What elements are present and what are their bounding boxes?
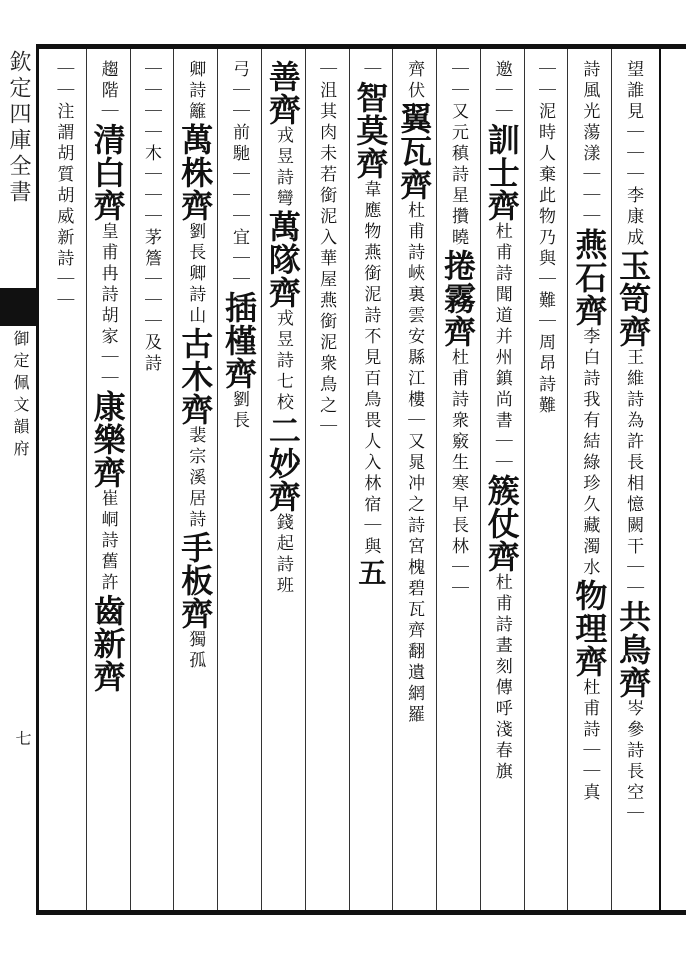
column-text <box>391 60 437 906</box>
annotation: ｜｜ <box>535 60 556 102</box>
column-text <box>51 60 76 906</box>
annotation: ｜｜｜ <box>623 123 644 186</box>
column-text <box>314 60 339 906</box>
annotation: 錢起詩班 <box>272 513 293 597</box>
annotation: 卿詩籬 <box>185 60 206 123</box>
annotation: 前馳｜｜｜ <box>229 123 250 228</box>
headword: 萬隊齊 <box>263 210 302 309</box>
annotation: 王維詩為許長相 <box>623 348 644 495</box>
annotation: ｜｜ <box>53 60 74 102</box>
annotation: 齊伏 <box>404 60 425 102</box>
annotation: 又元稹詩星攢曉 <box>447 102 468 249</box>
annotation: ｜｜｜ <box>579 165 600 228</box>
annotation: 沮其肉未若銜泥入華屋燕銜泥衆鳥之｜ <box>316 81 337 438</box>
annotation: 望誰見 <box>623 60 644 123</box>
annotation: 劉長 <box>229 390 250 432</box>
text-column <box>42 60 86 906</box>
headword: 康樂齊 <box>88 390 127 489</box>
headword: 清白齊 <box>88 123 127 222</box>
text-column <box>86 60 130 906</box>
headword: 古木齊 <box>176 327 215 426</box>
text-column <box>524 60 568 906</box>
annotation: 趨階｜ <box>97 60 118 123</box>
headword: 玉笥齊 <box>614 249 653 348</box>
right-border <box>659 44 661 915</box>
text-column <box>392 60 436 906</box>
annotation: 獨孤 <box>185 630 206 672</box>
annotation: 注謂胡質胡威 <box>53 102 74 228</box>
annotation: 木｜｜｜ <box>140 144 161 228</box>
annotation: 杜甫詩｜｜真 <box>579 678 600 804</box>
headword: 二妙齊 <box>263 414 302 513</box>
headword: 善齊 <box>263 60 302 126</box>
headword: 智莫齊 <box>351 81 390 180</box>
annotation: 邀｜｜ <box>491 60 512 123</box>
annotation: 李白詩我有結綠珍久藏濁水 <box>579 327 600 579</box>
annotation: 杜甫詩聞道并州 <box>491 222 512 369</box>
headword: 簇仗齊 <box>482 474 521 573</box>
annotation: 宜｜｜ <box>229 228 250 291</box>
column-rule <box>86 49 87 910</box>
text-column <box>217 60 261 906</box>
column-text <box>610 60 656 906</box>
headword: 翼瓦齊 <box>395 102 434 201</box>
headword: 萬株齊 <box>176 123 215 222</box>
text-column <box>130 60 174 906</box>
column-rule <box>567 49 568 910</box>
column-text <box>347 60 393 906</box>
headword: 物理齊 <box>570 579 609 678</box>
annotation: 戎昱詩彎 <box>272 126 293 210</box>
page-number: 七 <box>13 730 32 746</box>
annotation: 詩風光蕩漾 <box>579 60 600 165</box>
annotation: ｜｜ <box>447 60 468 102</box>
annotation: 戎昱詩七校 <box>272 309 293 414</box>
text-column <box>611 60 655 906</box>
annotation: 五 <box>354 558 388 586</box>
annotation: 皇甫冉詩胡家｜｜ <box>97 222 118 390</box>
annotation: ｜ <box>316 60 337 81</box>
annotation: 崔峒詩舊許 <box>97 489 118 594</box>
column-text <box>533 60 558 906</box>
headword: 捲霧齊 <box>438 249 477 348</box>
annotation: 及詩 <box>140 333 161 375</box>
annotation: ｜又晁冲之詩宮槐碧瓦齊 <box>404 411 425 642</box>
annotation: 茅簷｜｜｜ <box>140 228 161 333</box>
book-title: 欽定四庫全書 <box>6 50 31 206</box>
annotation: ｜ <box>360 60 381 81</box>
headword: 齒新齊 <box>88 594 127 693</box>
column-text <box>435 60 481 906</box>
annotation: 弓｜｜ <box>229 60 250 123</box>
text-column <box>436 60 480 906</box>
annotation: 憶闕干｜｜ <box>623 495 644 600</box>
text-column <box>349 60 393 906</box>
annotation: 杜甫詩晝刻傳呼淺春旗 <box>491 573 512 783</box>
annotation: 杜甫詩衆竅生寒早長林｜｜ <box>447 348 468 600</box>
annotation: 劉長卿詩山 <box>185 222 206 327</box>
column-text <box>260 60 306 906</box>
headword: 插槿齊 <box>220 291 259 390</box>
annotation: ｜｜｜｜ <box>140 60 161 144</box>
text-column <box>305 60 349 906</box>
column-text <box>566 60 612 906</box>
column-rule <box>173 49 174 910</box>
text-column <box>261 60 305 906</box>
column-rule <box>349 49 350 910</box>
text-column <box>480 60 524 906</box>
annotation: 鎮尚書｜｜ <box>491 369 512 474</box>
annotation: ｜與 <box>360 516 381 558</box>
annotation: 翻遺網羅 <box>404 642 425 726</box>
fishtail-band <box>0 288 36 326</box>
annotation: 韋應物燕銜泥詩不見百鳥畏人入林宿 <box>360 180 381 516</box>
annotation: 李康成 <box>623 186 644 249</box>
bottom-border <box>36 910 686 915</box>
column-text <box>172 60 218 906</box>
top-border <box>36 44 686 49</box>
text-column <box>567 60 611 906</box>
annotation: 岑參詩長空｜ <box>623 699 644 825</box>
headword: 訓士齊 <box>482 123 521 222</box>
headword: 手板齊 <box>176 531 215 630</box>
left-border <box>36 44 39 915</box>
volume-title: 御定佩文韻府 <box>11 330 30 462</box>
annotation: 泥時人棄此物乃與｜ <box>535 102 556 291</box>
column-text <box>85 60 131 906</box>
annotation: 裴宗溪居詩 <box>185 426 206 531</box>
headword: 燕石齊 <box>570 228 609 327</box>
page-margin <box>0 0 36 961</box>
annotation: 新詩｜｜ <box>53 228 74 312</box>
text-column <box>173 60 217 906</box>
annotation: 難｜周昂詩難 <box>535 291 556 417</box>
column-text <box>139 60 164 906</box>
annotation: 杜甫詩峽裏雲安縣江樓 <box>404 201 425 411</box>
column-text <box>479 60 525 906</box>
column-text <box>216 60 262 906</box>
headword: 共鳥齊 <box>614 600 653 699</box>
